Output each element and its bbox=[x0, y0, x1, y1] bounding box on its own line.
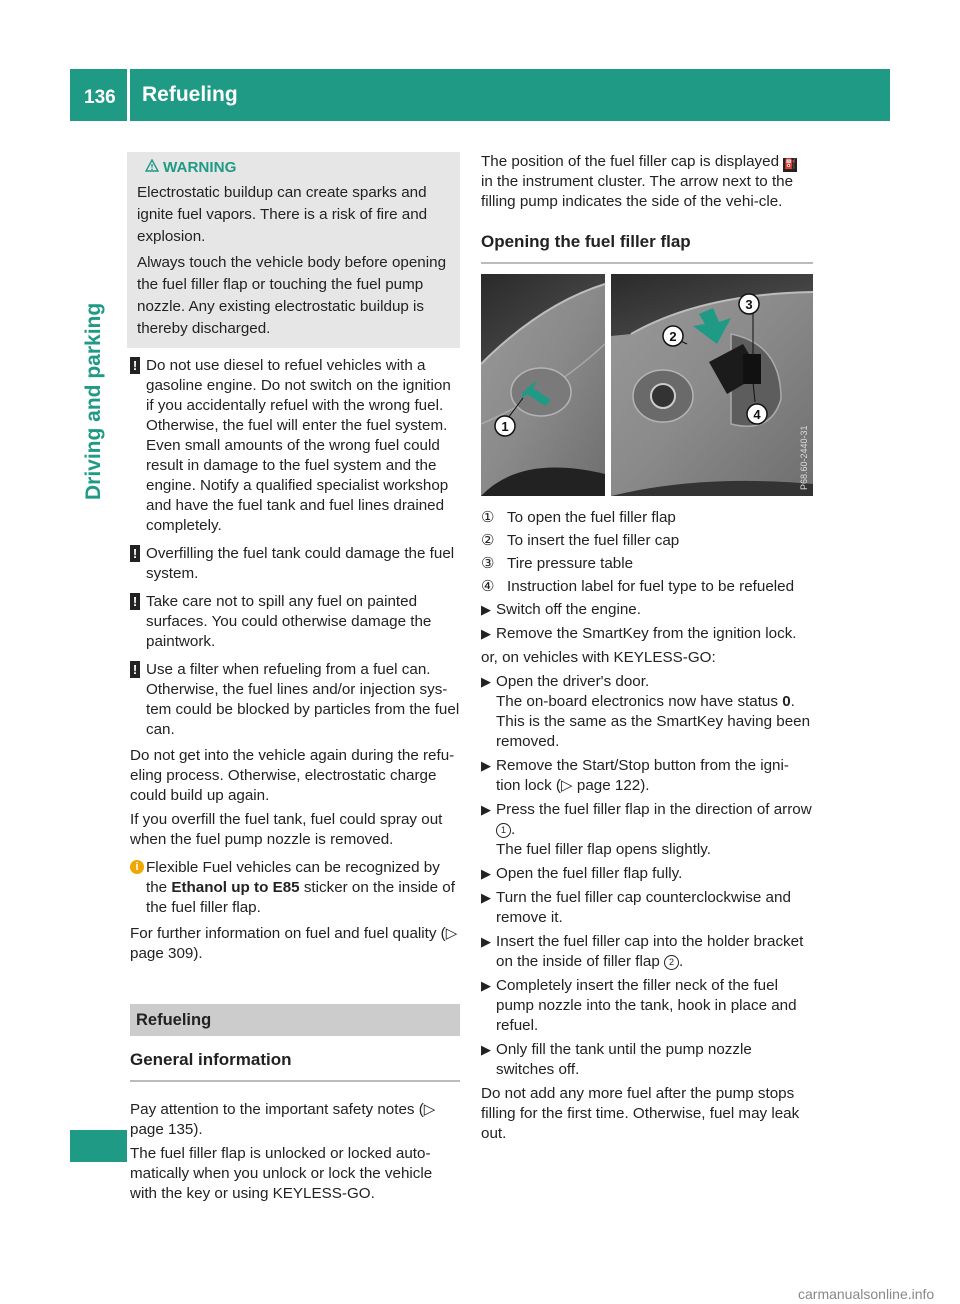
figure-callout-2: 2 bbox=[669, 329, 677, 344]
fuel-flap-illustration bbox=[481, 274, 813, 496]
step-press-flap bbox=[481, 800, 813, 860]
figure-callout-3: 3 bbox=[745, 297, 753, 312]
general-heading: General information bbox=[130, 1050, 460, 1082]
note-text: Overfilling the fuel tank could damage the fuel system. bbox=[146, 545, 455, 582]
note-overfill bbox=[130, 544, 460, 584]
step-result-bold: 0 bbox=[782, 693, 791, 710]
side-tab-label: Driving and parking bbox=[82, 302, 105, 500]
step-arrow-icon: ▶ bbox=[481, 978, 491, 993]
step-remove-start-stop bbox=[481, 756, 813, 796]
legend-text: Tire pressure table bbox=[507, 555, 634, 572]
step-insert-nozzle bbox=[481, 976, 813, 1036]
left-column bbox=[130, 152, 460, 1208]
info-flexfuel bbox=[130, 858, 460, 918]
info-text-post: sticker on the inside of the fuel filler flap. bbox=[146, 879, 455, 916]
step-text: Completely insert the filler neck of the fuel pump nozzle into the tank, hook in place and refuel. bbox=[496, 977, 797, 1034]
legend-number: ① bbox=[481, 509, 495, 526]
step-text: Remove the Start/Stop button from the igni-tion lock (▷ page 122). bbox=[496, 757, 789, 794]
step-text-pre: Insert the fuel filler cap into the holder bracket on the inside of filler flap bbox=[496, 933, 804, 970]
note-diesel bbox=[130, 356, 460, 536]
chapter-title: Refueling bbox=[142, 83, 238, 106]
step-result-2: This is the same as the SmartKey having been removed. bbox=[496, 713, 811, 750]
warning-title-text: WARNING bbox=[163, 159, 237, 176]
step-remove-key bbox=[481, 624, 813, 644]
page-header bbox=[70, 69, 890, 121]
position-text-pre: The position of the fuel filler cap is displayed bbox=[481, 153, 780, 170]
exclamation-icon: ! bbox=[130, 661, 140, 678]
step-text: Remove the SmartKey from the ignition lock. bbox=[496, 625, 797, 642]
section-heading: Refueling bbox=[130, 1004, 460, 1036]
legend-text: To insert the fuel filler cap bbox=[507, 532, 680, 549]
step-text: Switch off the engine. bbox=[496, 601, 641, 618]
figure-callout-1: 1 bbox=[501, 419, 509, 434]
legend-item-3 bbox=[481, 554, 813, 574]
legend-text: To open the fuel filler flap bbox=[507, 509, 676, 526]
note-spill bbox=[130, 592, 460, 652]
legend-number: ② bbox=[481, 532, 495, 549]
legend-item-2 bbox=[481, 531, 813, 551]
legend-number: ④ bbox=[481, 578, 495, 595]
figure-callout-4: 4 bbox=[753, 407, 761, 422]
exclamation-icon: ! bbox=[130, 545, 140, 562]
step-arrow-icon: ▶ bbox=[481, 602, 491, 617]
step-text-pre: Press the fuel filler flap in the direction of arrow bbox=[496, 801, 812, 818]
step-insert-cap bbox=[481, 932, 813, 972]
info-text-pre: Flexible Fuel vehicles can be recognized by the bbox=[146, 859, 440, 896]
info-text-bold: Ethanol up to E85 bbox=[171, 879, 300, 896]
paragraph-get-in: Do not get into the vehicle again during the refu-eling process. Otherwise, electrostatic charge could build up again. bbox=[130, 747, 455, 804]
step-arrow-icon: ▶ bbox=[481, 1042, 491, 1057]
legend-text: Instruction label for fuel type to be refueled bbox=[507, 578, 795, 595]
step-text-post: . bbox=[679, 953, 684, 970]
step-text: Turn the fuel filler cap counterclockwise and remove it. bbox=[496, 889, 791, 926]
right-column bbox=[481, 152, 813, 1148]
step-result-post: . bbox=[790, 693, 795, 710]
warning-text-2: Always touch the vehicle body before opening the fuel filler flap or touching the fuel pump nozzle. Any existing electrostatic buildup is thereby discharged. bbox=[137, 254, 447, 337]
header-divider bbox=[127, 69, 130, 121]
fuel-flap-figure bbox=[481, 274, 813, 496]
final-paragraph: Do not add any more fuel after the pump stops filling for the first time. Otherwise, fuel may leak out. bbox=[481, 1085, 800, 1142]
info-icon: i bbox=[130, 860, 144, 874]
exclamation-icon: ! bbox=[130, 593, 140, 610]
step-open-flap-fully bbox=[481, 864, 813, 884]
footer-watermark: carmanualsonline.info bbox=[798, 1286, 935, 1302]
step-turn-cap bbox=[481, 888, 813, 928]
note-text: Use a filter when refueling from a fuel can. Otherwise, the fuel lines and/or injection sys-tem could be blocked by particles from the fuel can. bbox=[146, 661, 460, 738]
step-text: Open the driver's door. bbox=[496, 673, 650, 690]
step-arrow-icon: ▶ bbox=[481, 866, 491, 881]
step-arrow-icon: ▶ bbox=[481, 626, 491, 641]
step-result-pre: The on-board electronics now have status bbox=[496, 693, 783, 710]
general-paragraph-1: Pay attention to the important safety notes (▷ page 135). bbox=[130, 1101, 436, 1138]
legend-item-1 bbox=[481, 508, 813, 528]
warning-triangle-icon bbox=[145, 158, 163, 178]
note-text: Take care not to spill any fuel on painted surfaces. You could otherwise damage the paintwork. bbox=[146, 593, 432, 650]
step-open-door bbox=[481, 672, 813, 752]
figure-code: P68.60-2440-31 bbox=[799, 425, 809, 490]
keyless-go-note: or, on vehicles with KEYLESS-GO: bbox=[481, 649, 716, 666]
step-arrow-icon: ▶ bbox=[481, 802, 491, 817]
step-text: Open the fuel filler flap fully. bbox=[496, 865, 683, 882]
step-result: The fuel filler flap opens slightly. bbox=[496, 841, 711, 858]
page-number: 136 bbox=[84, 87, 116, 108]
paragraph-overfill: If you overfill the fuel tank, fuel could spray out when the fuel pump nozzle is removed. bbox=[130, 811, 443, 848]
warning-title bbox=[145, 158, 452, 178]
side-tab-marker bbox=[70, 1130, 127, 1162]
callout-ref-2: 2 bbox=[664, 955, 679, 970]
position-paragraph bbox=[481, 152, 813, 212]
step-arrow-icon: ▶ bbox=[481, 758, 491, 773]
step-arrow-icon: ▶ bbox=[481, 674, 491, 689]
fuel-pump-icon: ⛽ bbox=[784, 159, 797, 170]
step-switch-off bbox=[481, 600, 813, 620]
step-text: Only fill the tank until the pump nozzle switches off. bbox=[496, 1041, 752, 1078]
exclamation-icon: ! bbox=[130, 357, 140, 374]
step-text-post: . bbox=[511, 821, 516, 838]
paragraph-further-info: For further information on fuel and fuel quality (▷ page 309). bbox=[130, 925, 458, 962]
opening-heading: Opening the fuel filler flap bbox=[481, 232, 813, 264]
warning-box bbox=[127, 152, 460, 348]
step-fill-tank bbox=[481, 1040, 813, 1080]
step-arrow-icon: ▶ bbox=[481, 934, 491, 949]
warning-text-1: Electrostatic buildup can create sparks and ignite fuel vapors. There is a risk of fire and explosion. bbox=[137, 184, 428, 245]
step-arrow-icon: ▶ bbox=[481, 890, 491, 905]
callout-ref-1: 1 bbox=[496, 823, 511, 838]
legend-number: ③ bbox=[481, 555, 495, 572]
position-text-post: in the instrument cluster. The arrow next to the filling pump indicates the side of the vehi-cle. bbox=[481, 173, 794, 210]
note-filter bbox=[130, 660, 460, 740]
general-paragraph-2: The fuel filler flap is unlocked or locked auto-matically when you unlock or lock the vehicle with the key or using KEYLESS-GO. bbox=[130, 1145, 433, 1202]
legend-item-4 bbox=[481, 577, 813, 597]
note-text: Do not use diesel to refuel vehicles with a gasoline engine. Do not switch on the ignition if you accidentally refuel with the wrong fuel. Otherwise, the fuel will enter the fuel system. Even small amounts of the wrong fuel could result in damage to the fuel system and the engine. Notify a qualified specialist workshop and have the fuel tank and fuel lines drained completely. bbox=[146, 357, 451, 534]
